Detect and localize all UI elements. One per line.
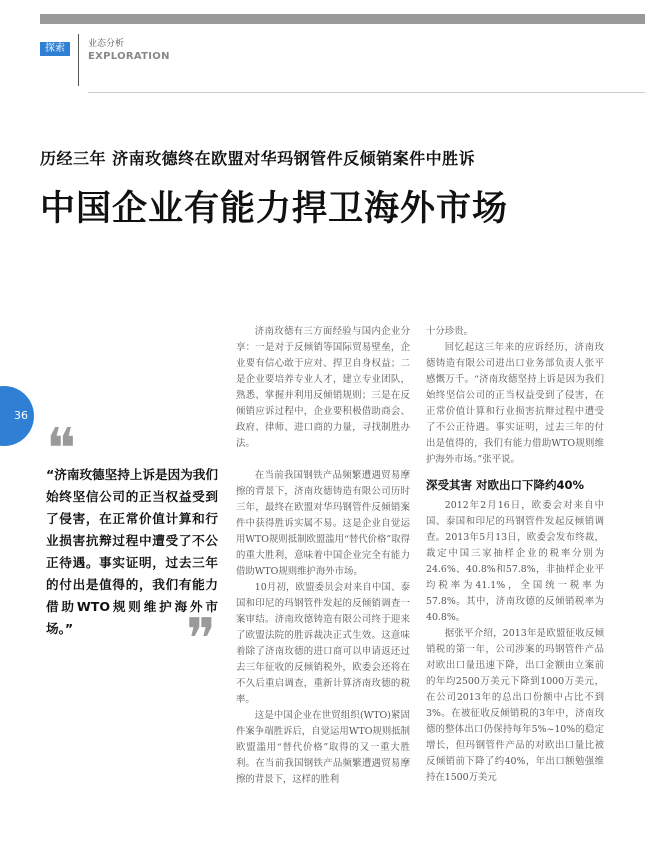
open-quote-icon: ❝	[46, 417, 77, 482]
paragraph: 回忆起这三年来的应诉经历，济南玫德铸造有限公司进出口业务部负责人张平感慨万千。“济南玫德坚持上诉是因为我们始终坚信公司的正当权益受到了侵害，在正常价值计算和行业损害抗辩过程中遭受了不公正待遇。事实证明，过去三年的付出是值得的，我们有能力借助WTO规则维护海外市场。”张平说。	[426, 342, 604, 465]
article-column-2	[426, 324, 604, 786]
header-rule	[88, 92, 645, 93]
article-column-1	[236, 324, 410, 788]
paragraph: 2012年2月16日，欧委会对来自中国、泰国和印尼的玛钢管件发起反倾销调查。2013年5月13日，欧委会发布终裁，裁定中国三家抽样企业的税率分别为24.6%、40.8%和57.8%，非抽样企业平均税率为41.1%，全国统一税率为57.8%。其中，济南玫德的反倾销税率为40.8%。	[426, 500, 604, 623]
pull-quote: “济南玫德坚持上诉是因为我们始终坚信公司的正当权益受到了侵害，在正常价值计算和行业损害抗辩过程中遭受了不公正待遇。事实证明，过去三年的付出是值得的，我们有能力借助WTO规则维护海外市场。”	[46, 467, 218, 636]
paragraph: 在当前我国钢铁产品频繁遭遇贸易摩擦的背景下，济南玫德铸造有限公司历时三年，最终在欧盟对华玛钢管件反倾销案件中获得胜诉实属不易。这是企业自觉运用WTO规则抵制欧盟滥用“替代价格”取得的重大胜利，意味着中国企业完全有能力借助WTO规则维护海外市场。	[236, 470, 410, 577]
paragraph: 十分珍贵。	[426, 326, 473, 337]
paragraph: 据张平介绍，2013年是欧盟征收反倾销税的第一年，公司涉案的玛钢管件产品对欧出口量迅速下降，出口金额由立案前的年均2500万美元下降到1000万美元，在公司2013年的总出口份额中占比不到3%。在被征收反倾销税的3年中，济南玫德的整体出口仍保持每年5%~10%的稳定增长，但玛钢管件产品的对欧出口量比被反倾销前下降了约40%，年出口额勉强维持在1500万美元	[426, 628, 604, 783]
section-tag: 探索	[40, 42, 70, 56]
section-heading: 深受其害 对欧出口下降约40%	[426, 478, 585, 492]
paragraph: 10月初，欧盟委员会对来自中国、泰国和印尼的玛钢管件发起的反倾销调查一案审结。济南玫德铸造有限公司终于迎来了欧盟法院的胜诉裁决正式生效。这意味着除了济南玫德的进口商可以申请返还过去三年征收的反倾销税外，欧委会还将在不久后重启调查，重新计算济南玫德的税率。	[236, 582, 410, 705]
article-subtitle: 历经三年 济南玫德终在欧盟对华玛钢管件反倾销案件中胜诉	[40, 149, 476, 168]
section-name: 业态分析	[88, 39, 125, 49]
page-number: 36	[14, 409, 28, 422]
top-bar	[40, 14, 645, 24]
article-headline: 中国企业有能力捍卫海外市场	[40, 188, 509, 229]
close-quote-icon: ❞	[186, 607, 217, 672]
header-divider	[78, 34, 79, 86]
paragraph: 济南玫德有三方面经验与国内企业分享：一是对于反倾销等国际贸易壁垒，企业要有信心敢于应对、捍卫自身权益；二是企业要培养专业人才，建立专业团队，熟悉、掌握并利用反倾销规则；三是在反倾销应诉过程中，企业要积极借助商会、政府、律师、进口商的力量，寻找制胜办法。	[236, 326, 410, 449]
paragraph: 这是中国企业在世贸组织(WTO)紧固件案争端胜诉后，自觉运用WTO规则抵制欧盟滥用“替代价格”取得的又一重大胜利。在当前我国钢铁产品频繁遭遇贸易摩擦的背景下，这样的胜利	[236, 710, 410, 785]
section-name-english: EXPLORATION	[88, 51, 170, 62]
